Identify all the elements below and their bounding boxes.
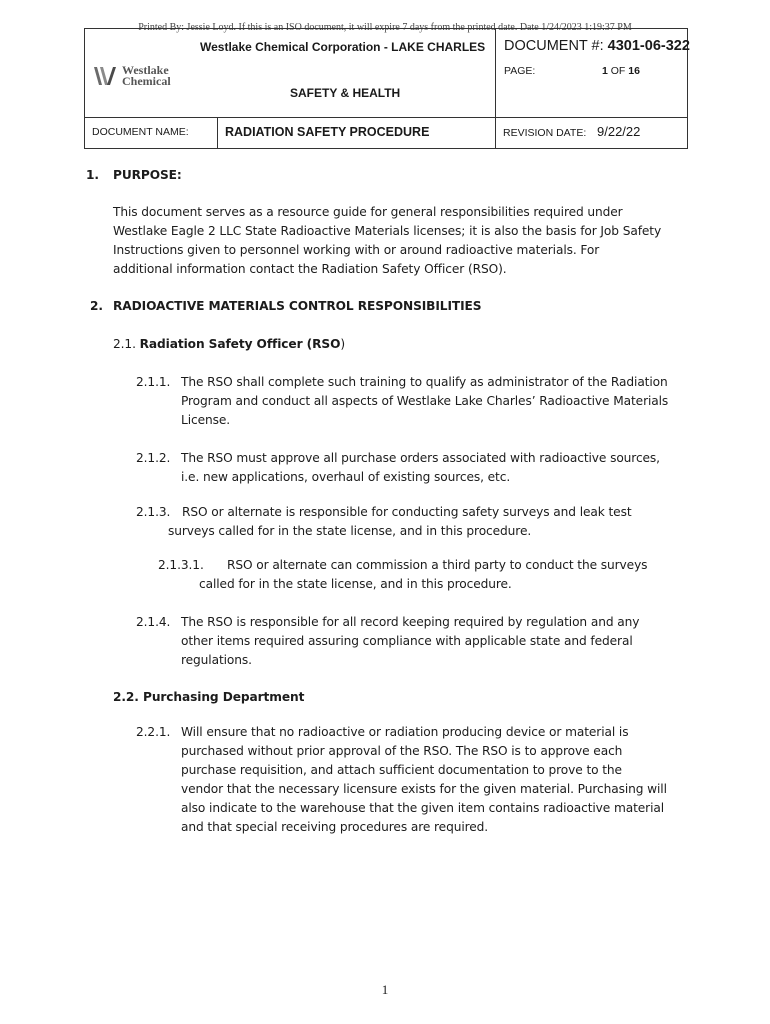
- doc-name-label: DOCUMENT NAME:: [92, 126, 189, 138]
- paragraph-line: RSO or alternate is responsible for conducting safety surveys and leak test: [182, 505, 632, 519]
- paragraph-line: This document serves as a resource guide for general responsibilities required under: [113, 205, 623, 219]
- paragraph-line: Instructions given to personnel working with or around radioactive materials. For: [113, 243, 600, 257]
- section-title: PURPOSE:: [113, 168, 182, 182]
- revision-date: 9/22/22: [597, 124, 641, 139]
- paragraph-line: The RSO shall complete such training to qualify as administrator of the Radiation: [181, 375, 668, 389]
- paragraph-line: purchase requisition, and attach sufficient documentation to prove to the: [181, 763, 622, 777]
- section-title: RADIOACTIVE MATERIALS CONTROL RESPONSIBILITIES: [113, 299, 482, 313]
- paragraph-line: surveys called for in the state license, and in this procedure.: [168, 524, 532, 538]
- paragraph-line: Program and conduct all aspects of Westlake Lake Charles’ Radioactive Materials: [181, 394, 669, 408]
- paragraph-line: Will ensure that no radioactive or radiation producing device or material is: [181, 725, 629, 739]
- paragraph-line: purchased without prior approval of the RSO. The RSO is to approve each: [181, 744, 623, 758]
- paragraph-line: License.: [181, 413, 231, 427]
- item-number: 2.1.2.: [136, 451, 171, 465]
- paragraph-line: i.e. new applications, overhaul of existing sources, etc.: [181, 470, 511, 484]
- subsection-heading: 2.1. Radiation Safety Officer (RSO): [113, 337, 345, 351]
- paragraph-line: The RSO is responsible for all record keeping required by regulation and any: [181, 615, 640, 629]
- page-indicator: 1 OF 16: [602, 65, 640, 77]
- company-name: Westlake Chemical Corporation - LAKE CHARLES: [200, 40, 486, 54]
- paragraph-line: other items required assuring compliance with applicable state and federal: [181, 634, 633, 648]
- section-number: 2.: [90, 299, 103, 313]
- page-label: PAGE:: [504, 65, 536, 77]
- doc-name: RADIATION SAFETY PROCEDURE: [225, 125, 430, 139]
- paragraph-line: additional information contact the Radiation Safety Officer (RSO).: [113, 262, 507, 276]
- item-number: 2.1.3.1.: [158, 558, 204, 572]
- item-number: 2.1.3.: [136, 505, 171, 519]
- paragraph-line: The RSO must approve all purchase orders associated with radioactive sources,: [181, 451, 660, 465]
- subsection-heading: 2.2. Purchasing Department: [113, 690, 305, 704]
- paragraph-line: Westlake Eagle 2 LLC State Radioactive Materials licenses; it is also the basis for Job Safety: [113, 224, 662, 238]
- paragraph-line: vendor that the necessary licensure exists for the given material. Purchasing will: [181, 782, 667, 796]
- paragraph-line: called for in the state license, and in this procedure.: [199, 577, 512, 591]
- item-number: 2.1.1.: [136, 375, 171, 389]
- paragraph-line: RSO or alternate can commission a third party to conduct the surveys: [227, 558, 648, 572]
- paragraph-line: also indicate to the warehouse that the given item contains radioactive material: [181, 801, 665, 815]
- document-number: 4301-06-322: [607, 38, 690, 54]
- revision-label: REVISION DATE:: [503, 127, 587, 139]
- item-number: 2.2.1.: [136, 725, 171, 739]
- department-name: SAFETY & HEALTH: [290, 86, 401, 100]
- section-number: 1.: [86, 168, 99, 182]
- item-number: 2.1.4.: [136, 615, 171, 629]
- print-notice: Printed By: Jessie Loyd. If this is an ISO document, it will expire 7 days from the printed date. Date 1/24/2023 1:19:37 PM: [138, 22, 632, 33]
- logo-wordmark: Westlake Chemical: [122, 63, 171, 88]
- paragraph-line: and that special receiving procedures are required.: [181, 820, 489, 834]
- document-number-row: DOCUMENT #: 4301-06-322: [504, 38, 690, 54]
- page-number: 1: [381, 982, 389, 997]
- paragraph-line: regulations.: [181, 653, 252, 667]
